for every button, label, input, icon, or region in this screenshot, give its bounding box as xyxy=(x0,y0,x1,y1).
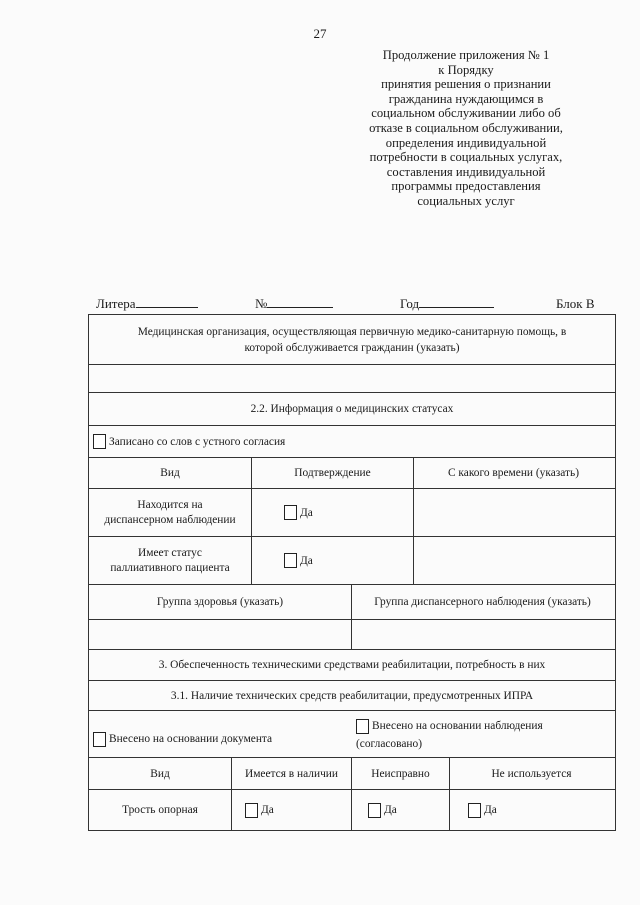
number-field[interactable] xyxy=(255,296,333,312)
medical-status-form xyxy=(88,314,616,831)
section-3-title: 3. Обеспеченность техническими средствами реабилитации, потребность в них xyxy=(158,659,546,671)
status-kind-line: диспансерном наблюдении xyxy=(104,514,236,526)
med-org-line: Медицинская организация, осуществляющая первичную медико-санитарную помощь, в xyxy=(137,325,567,338)
status-kind-line: Имеет статус xyxy=(138,547,202,559)
block-label: Блок В xyxy=(556,296,595,311)
litera-field[interactable] xyxy=(96,296,198,312)
header-line: к Порядку xyxy=(438,62,494,77)
tsr-name: Трость опорная xyxy=(89,790,232,830)
status-row xyxy=(89,537,615,585)
med-org-line: которой обслуживается гражданин (указать) xyxy=(244,341,460,354)
oral-consent-row xyxy=(89,426,615,458)
med-org-row xyxy=(89,315,615,365)
year-blank[interactable] xyxy=(419,296,494,308)
dispensary-group-input[interactable] xyxy=(352,620,613,649)
header-line: отказе в социальном обслуживании, xyxy=(369,120,563,135)
tsr-col-available: Имеется в наличии xyxy=(232,758,352,789)
confirm-checkbox[interactable] xyxy=(284,505,297,520)
status-kind-line: Находится на xyxy=(137,499,203,511)
med-org-label xyxy=(89,315,615,364)
confirm-checkbox[interactable] xyxy=(284,553,297,568)
status-row xyxy=(89,489,615,537)
health-group-label: Группа здоровья (указать) xyxy=(89,585,352,619)
med-org-input-row xyxy=(89,365,615,393)
confirm-label: Да xyxy=(300,554,313,567)
by-observation-label: Внесено на основании наблюдения xyxy=(372,720,543,732)
status-kind xyxy=(89,489,252,536)
tsr-available-label: Да xyxy=(261,804,274,816)
tsr-unused-label: Да xyxy=(484,804,497,816)
groups-header-row xyxy=(89,585,615,620)
header-line: определения индивидуальной xyxy=(385,135,547,150)
header-line: гражданина нуждающимся в xyxy=(388,91,544,106)
source-options-row xyxy=(89,711,615,758)
header-line: Продолжение приложения № 1 xyxy=(382,48,550,62)
year-label: Год xyxy=(400,296,420,311)
tsr-unused-option[interactable] xyxy=(450,790,613,830)
section-3-1-title: 3.1. Наличие технических средств реабилитации, предусмотренных ИПРА xyxy=(170,689,534,702)
by-document-option[interactable] xyxy=(89,711,352,757)
litera-blank[interactable] xyxy=(136,296,198,308)
by-document-checkbox[interactable] xyxy=(93,732,106,747)
by-observation-note: (согласовано) xyxy=(356,737,422,750)
number-label: № xyxy=(255,296,268,311)
tsr-available-checkbox[interactable] xyxy=(245,803,258,818)
page-number: 27 xyxy=(313,26,327,41)
tsr-header-row xyxy=(89,758,615,790)
health-group-input[interactable] xyxy=(89,620,352,649)
since-when-input[interactable] xyxy=(414,537,613,584)
status-header-row xyxy=(89,458,615,489)
tsr-col-kind: Вид xyxy=(89,758,232,789)
header-line: социальном обслуживании либо об xyxy=(371,106,561,121)
col-header-kind: Вид xyxy=(89,458,252,488)
tsr-available-option[interactable] xyxy=(232,790,352,830)
section-3-row xyxy=(89,650,615,681)
by-document-label: Внесено на основании документа xyxy=(109,733,273,745)
med-org-input[interactable] xyxy=(89,365,615,392)
col-header-confirmation: Подтверждение xyxy=(252,458,414,488)
tsr-col-faulty: Неисправно xyxy=(352,758,450,789)
litera-label: Литера xyxy=(96,296,136,311)
section-2-2-row xyxy=(89,393,615,426)
header-line: принятия решения о признании xyxy=(381,77,551,92)
section-2-2-title: 2.2. Информация о медицинских статусах xyxy=(250,403,454,415)
confirm-label: Да xyxy=(300,506,313,519)
status-confirm[interactable] xyxy=(252,489,414,536)
tsr-unused-checkbox[interactable] xyxy=(468,803,481,818)
tsr-faulty-checkbox[interactable] xyxy=(368,803,381,818)
dispensary-group-label: Группа диспансерного наблюдения (указать) xyxy=(374,596,591,608)
by-observation-option[interactable] xyxy=(352,711,613,757)
oral-consent-label: Записано со слов с устного согласия xyxy=(109,435,286,448)
tsr-faulty-label: Да xyxy=(384,804,397,816)
oral-consent-option[interactable] xyxy=(89,426,615,457)
header-line: социальных услуг xyxy=(417,193,515,208)
since-when-input[interactable] xyxy=(414,489,613,536)
status-confirm[interactable] xyxy=(252,537,414,584)
header-line: потребности в социальных услугах, xyxy=(369,150,563,165)
status-kind-line: паллиативного пациента xyxy=(110,562,230,574)
tsr-faulty-option[interactable] xyxy=(352,790,450,830)
tsr-col-unused: Не используется xyxy=(491,767,572,780)
oral-consent-checkbox[interactable] xyxy=(93,434,106,449)
section-3-1-row xyxy=(89,681,615,711)
tsr-row xyxy=(89,790,615,830)
header-line: составления индивидуальной xyxy=(386,164,546,179)
col-header-since-when: С какого времени (указать) xyxy=(447,467,579,479)
year-field[interactable] xyxy=(400,296,494,312)
by-observation-checkbox[interactable] xyxy=(356,719,369,734)
groups-input-row xyxy=(89,620,615,650)
appendix-header xyxy=(336,48,596,209)
number-blank[interactable] xyxy=(267,296,333,308)
status-kind xyxy=(89,537,252,584)
header-line: программы предоставления xyxy=(391,179,541,194)
